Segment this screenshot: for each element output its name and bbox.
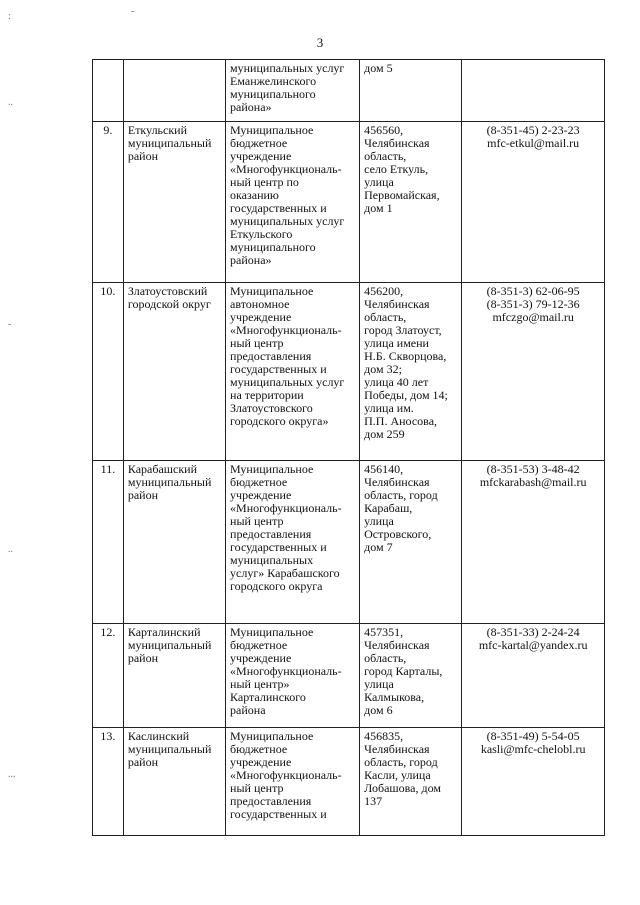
district-cell: Карталинский муниципальный район [123, 624, 225, 728]
row-number-cell [93, 60, 124, 122]
address-cell: 456835, Челябинская область, город Касли, улица Лобашова, дом 137 [360, 728, 462, 836]
margin-mark: ... [8, 769, 16, 780]
district-cell [123, 60, 225, 122]
contact-cell: (8-351-33) 2-24-24 mfc-kartal@yandex.ru [462, 624, 605, 728]
table-row [93, 461, 605, 624]
margin-mark: .. [8, 544, 13, 555]
contact-cell: (8-351-45) 2-23-23 mfc-etkul@mail.ru [462, 122, 605, 283]
address-cell: 456140, Челябинская область, город Карабаш, улица Островского, дом 7 [360, 461, 462, 624]
contact-cell: (8-351-49) 5-54-05 kasli@mfc-chelobl.ru [462, 728, 605, 836]
organization-cell: Муниципальное бюджетное учреждение «Многофункциональ- ный центр по оказанию государственных и муниципальных услуг Еткульского муниципального района» [226, 122, 360, 283]
row-number-cell: 12. [93, 624, 124, 728]
district-cell: Еткульский муниципальный район [123, 122, 225, 283]
table-row [93, 728, 605, 836]
margin-mark: .. [8, 97, 13, 108]
address-cell: 457351, Челябинская область, город Карталы, улица Калмыкова, дом 6 [360, 624, 462, 728]
contact-cell: (8-351-3) 62-06-95 (8-351-3) 79-12-36 mfczgo@mail.ru [462, 283, 605, 461]
row-number-cell: 9. [93, 122, 124, 283]
margin-mark: - [8, 319, 12, 330]
mfc-directory-table [92, 59, 605, 836]
contact-cell [462, 60, 605, 122]
organization-cell: муниципальных услуг Еманжелинского муниципального района» [226, 60, 360, 122]
table-row [93, 122, 605, 283]
organization-cell: Муниципальное бюджетное учреждение «Многофункциональ- ный центр предоставления государственных и [226, 728, 360, 836]
row-number-cell: 13. [93, 728, 124, 836]
organization-cell: Муниципальное бюджетное учреждение «Многофункциональ- ный центр» Карталинского района [226, 624, 360, 728]
margin-mark: : [8, 11, 11, 22]
row-number-cell: 10. [93, 283, 124, 461]
organization-cell: Муниципальное автономное учреждение «Многофункциональ- ный центр предоставления государственных и муниципальных услуг на территории Златоустовского городского округа» [226, 283, 360, 461]
scan-artifact-mark: - [131, 6, 135, 17]
address-cell: 456560, Челябинская область, село Еткуль, улица Первомайская, дом 1 [360, 122, 462, 283]
contact-cell: (8-351-53) 3-48-42 mfckarabash@mail.ru [462, 461, 605, 624]
district-cell: Златоустовский городской округ [123, 283, 225, 461]
address-cell: 456200, Челябинская область, город Златоуст, улица имени Н.Б. Скворцова, дом 32; улица 40 лет Победы, дом 14; улица им. П.П. Аносова, дом 259 [360, 283, 462, 461]
organization-cell: Муниципальное бюджетное учреждение «Многофункциональ- ный центр предоставления государственных и муниципальных услуг» Карабашского городского округа [226, 461, 360, 624]
district-cell: Каслинский муниципальный район [123, 728, 225, 836]
table-row [93, 60, 605, 122]
address-cell: дом 5 [360, 60, 462, 122]
row-number-cell: 11. [93, 461, 124, 624]
district-cell: Карабашский муниципальный район [123, 461, 225, 624]
table-row [93, 283, 605, 461]
page-number: 3 [316, 35, 324, 50]
table-row [93, 624, 605, 728]
